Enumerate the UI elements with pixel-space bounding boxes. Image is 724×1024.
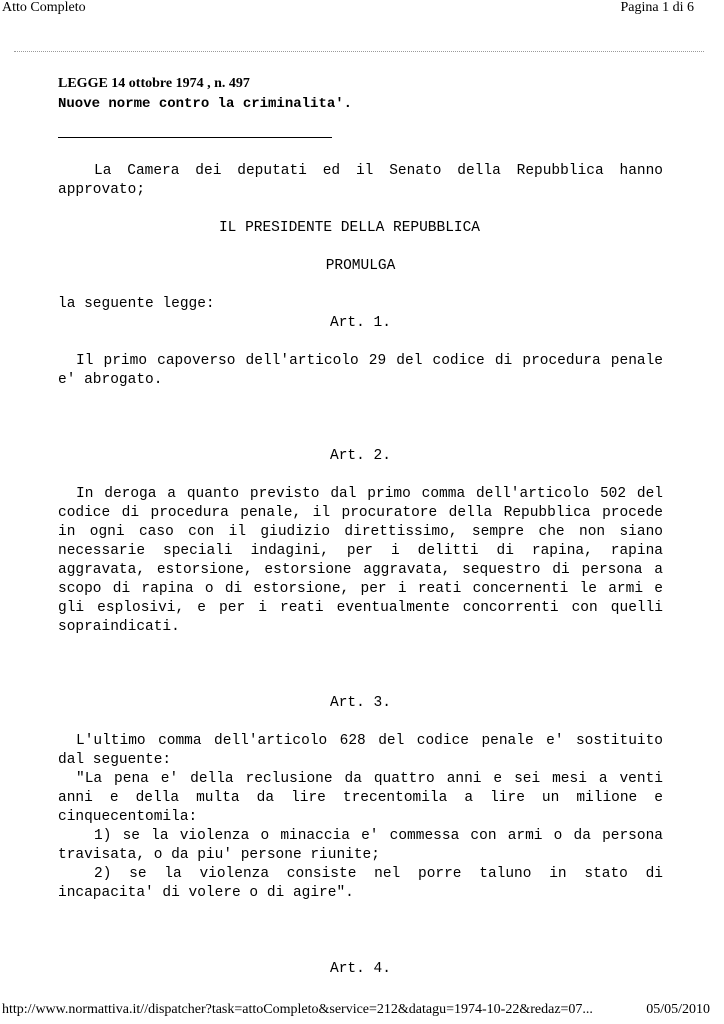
article-line: travisata, o da piu' persone riunite; [58, 847, 380, 863]
article-line: "La pena e' della reclusione da quattro anni e sei mesi a venti [76, 771, 663, 787]
article-line: incapacita' di volere o di agire". [58, 885, 354, 901]
article-line: e' abrogato. [58, 372, 163, 388]
article-heading: Art. 4. [330, 961, 391, 977]
article-line: aggravata, estorsione, estorsione aggravata, sequestro di persona a [58, 562, 663, 578]
intro-line: la seguente legge: [58, 296, 215, 312]
promulga-heading: PROMULGA [325, 258, 396, 274]
document-body [58, 162, 663, 979]
page-header-title: Atto Completo [2, 0, 86, 15]
article-line: 2) se la violenza consiste nel porre taluno in stato di [94, 866, 663, 882]
article-line: cinquecentomila: [58, 809, 198, 825]
preamble-line: approvato; [58, 182, 146, 198]
footer-date: 05/05/2010 [646, 1002, 710, 1017]
article-line: anni e della multa da lire trecentomila a lire un milione e [58, 790, 663, 806]
page-number: Pagina 1 di 6 [620, 0, 694, 15]
title-rule [58, 137, 332, 138]
article-heading: Art. 1. [330, 315, 391, 331]
president-heading: IL PRESIDENTE DELLA REPUBBLICA [218, 220, 481, 236]
article-line: 1) se la violenza o minaccia e' commessa con armi o da persona [94, 828, 663, 844]
header-divider [14, 51, 704, 52]
law-title: LEGGE 14 ottobre 1974 , n. 497 [58, 76, 250, 91]
article-heading: Art. 3. [330, 695, 391, 711]
article-line: L'ultimo comma dell'articolo 628 del codice penale e' sostituito [76, 733, 663, 749]
article-line: dal seguente: [58, 752, 172, 768]
article-line: codice di procedura penale, il procuratore della Repubblica procede [58, 505, 663, 521]
article-heading: Art. 2. [330, 448, 391, 464]
article-line: In deroga a quanto previsto dal primo comma dell'articolo 502 del [76, 486, 663, 502]
article-line: Il primo capoverso dell'articolo 29 del codice di procedura penale [76, 353, 663, 369]
footer-url: http://www.normattiva.it//dispatcher?task=attoCompleto&service=212&datagu=1974-10-22&redaz=07... [2, 1002, 593, 1017]
law-subtitle: Nuove norme contro la criminalita'. [58, 96, 353, 112]
article-line: scopo di rapina o di estorsione, per i reati concernenti le armi e [58, 581, 663, 597]
preamble-line: La Camera dei deputati ed il Senato della Repubblica hanno [94, 163, 663, 179]
article-line: necessarie speciali indagini, per i delitti di rapina, rapina [58, 543, 663, 559]
article-line: in ogni caso con il giudizio direttissimo, sempre che non siano [58, 524, 663, 540]
article-line: gli esplosivi, e per i reati eventualmente concorrenti con quelli [58, 600, 663, 616]
article-line: sopraindicati. [58, 619, 180, 635]
